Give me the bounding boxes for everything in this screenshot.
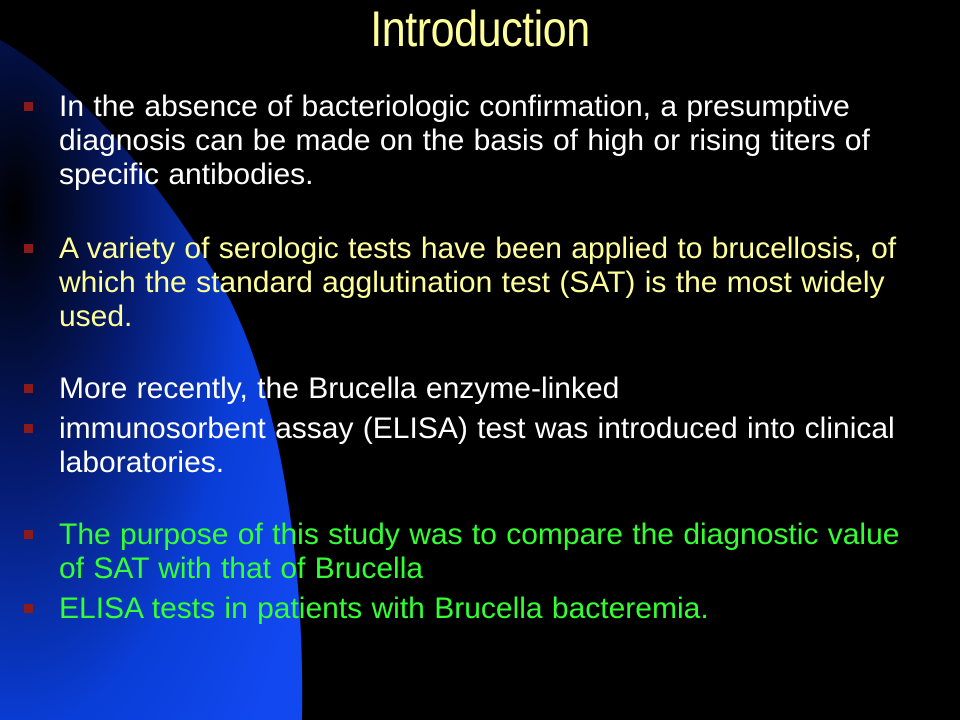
square-bullet-icon [24, 102, 33, 111]
square-bullet-icon [24, 244, 33, 253]
square-bullet-icon [24, 604, 33, 613]
bullet-list [22, 90, 922, 626]
slide-title: Introduction [370, 1, 590, 57]
square-bullet-icon [24, 384, 33, 393]
bullet-item [22, 518, 922, 586]
bullet-text: More recently, the Brucella enzyme-linked [59, 372, 620, 405]
bullet-item [22, 232, 922, 334]
bullet-item [22, 412, 922, 480]
bullet-text: A variety of serologic tests have been applied to brucellosis, of which the standard agglutination test (SAT) is the most widely used. [59, 232, 897, 333]
bullet-item [22, 90, 922, 192]
bullet-text: The purpose of this study was to compare the diagnostic value of SAT with that of Brucella [59, 518, 900, 585]
bullet-item [22, 592, 922, 626]
bullet-item [22, 372, 922, 406]
bullet-text: ELISA tests in patients with Brucella bacteremia. [59, 592, 709, 625]
bullet-text: In the absence of bacteriologic confirmation, a presumptive diagnosis can be made on the basis of high or rising titers of specific antibodies. [59, 90, 870, 191]
square-bullet-icon [24, 530, 33, 539]
bullet-text: immunosorbent assay (ELISA) test was introduced into clinical laboratories. [59, 412, 895, 479]
square-bullet-icon [24, 424, 33, 433]
